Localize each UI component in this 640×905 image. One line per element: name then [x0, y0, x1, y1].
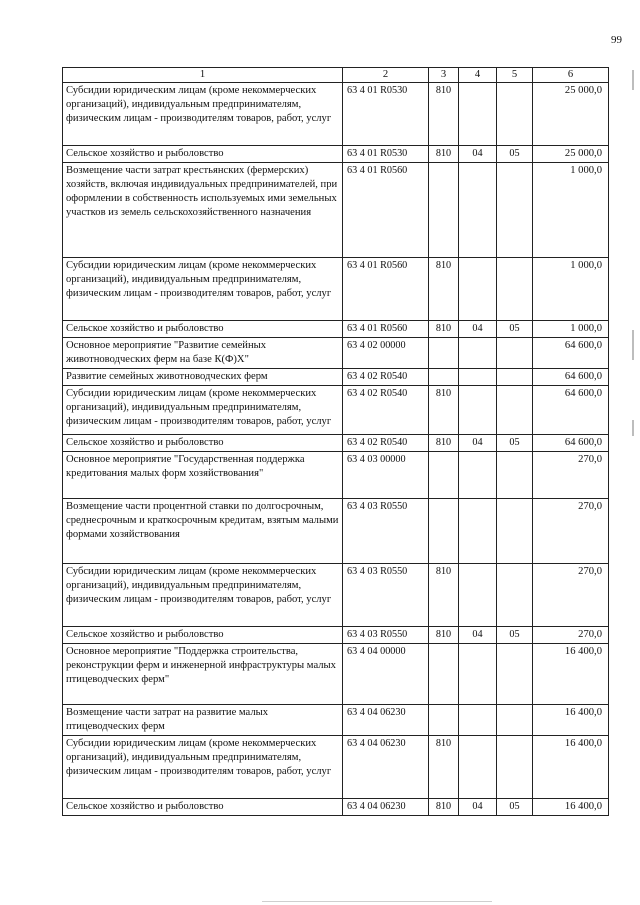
cell-c4 — [459, 499, 497, 564]
cell-code: 63 4 01 R0530 — [343, 83, 429, 146]
table-body — [63, 83, 609, 816]
cell-name: Основное мероприятие "Развитие семейных животноводческих ферм на базе К(Ф)Х" — [63, 338, 343, 369]
cell-amount: 64 600,0 — [533, 435, 609, 452]
margin-mark — [632, 420, 634, 436]
cell-c5 — [497, 705, 533, 736]
cell-code: 63 4 04 06230 — [343, 705, 429, 736]
cell-amount: 1 000,0 — [533, 321, 609, 338]
cell-name: Развитие семейных животноводческих ферм — [63, 369, 343, 386]
cell-amount: 270,0 — [533, 564, 609, 627]
cell-c5 — [497, 338, 533, 369]
cell-c5 — [497, 452, 533, 499]
cell-c5 — [497, 564, 533, 627]
cell-amount: 64 600,0 — [533, 338, 609, 369]
cell-c4 — [459, 452, 497, 499]
budget-table — [62, 67, 609, 816]
table-row — [63, 705, 609, 736]
cell-c3: 810 — [429, 321, 459, 338]
cell-c4 — [459, 163, 497, 258]
cell-amount: 64 600,0 — [533, 386, 609, 435]
budget-table-container — [62, 67, 608, 816]
cell-c3 — [429, 452, 459, 499]
table-row — [63, 146, 609, 163]
cell-amount: 270,0 — [533, 627, 609, 644]
cell-c5 — [497, 386, 533, 435]
cell-code: 63 4 02 R0540 — [343, 435, 429, 452]
cell-c3 — [429, 705, 459, 736]
cell-c4: 04 — [459, 627, 497, 644]
cell-c3: 810 — [429, 627, 459, 644]
cell-amount: 16 400,0 — [533, 799, 609, 816]
cell-c5: 05 — [497, 321, 533, 338]
cell-c3 — [429, 644, 459, 705]
header-col-4: 4 — [459, 68, 497, 83]
cell-c5 — [497, 258, 533, 321]
table-row — [63, 83, 609, 146]
cell-amount: 270,0 — [533, 452, 609, 499]
cell-c5 — [497, 163, 533, 258]
page-number: 99 — [611, 34, 622, 46]
cell-name: Сельское хозяйство и рыболовство — [63, 435, 343, 452]
header-col-3: 3 — [429, 68, 459, 83]
cell-code: 63 4 04 00000 — [343, 644, 429, 705]
table-row — [63, 564, 609, 627]
cell-c3 — [429, 163, 459, 258]
cell-amount: 16 400,0 — [533, 736, 609, 799]
cell-amount: 64 600,0 — [533, 369, 609, 386]
cell-amount: 16 400,0 — [533, 644, 609, 705]
cell-code: 63 4 02 R0540 — [343, 386, 429, 435]
cell-name: Основное мероприятие "Поддержка строительства, реконструкции ферм и инженерной инфраструктуры малых птицеводческих ферм" — [63, 644, 343, 705]
table-row — [63, 435, 609, 452]
table-row — [63, 736, 609, 799]
cell-code: 63 4 01 R0560 — [343, 163, 429, 258]
cell-c3: 810 — [429, 799, 459, 816]
scan-edge-line — [262, 901, 492, 902]
header-col-1: 1 — [63, 68, 343, 83]
cell-amount: 25 000,0 — [533, 83, 609, 146]
cell-c5 — [497, 369, 533, 386]
cell-name: Возмещение части затрат крестьянских (фермерских) хозяйств, включая индивидуальных предпринимателей, при оформлении в собственность используемых ими земельных участков из земель сельскохозяйственного назначения — [63, 163, 343, 258]
cell-code: 63 4 02 R0540 — [343, 369, 429, 386]
cell-amount: 1 000,0 — [533, 258, 609, 321]
cell-c5: 05 — [497, 799, 533, 816]
margin-mark — [632, 330, 634, 360]
cell-c4: 04 — [459, 321, 497, 338]
header-col-6: 6 — [533, 68, 609, 83]
cell-code: 63 4 01 R0560 — [343, 321, 429, 338]
cell-c5 — [497, 644, 533, 705]
cell-c3: 810 — [429, 386, 459, 435]
cell-code: 63 4 03 R0550 — [343, 564, 429, 627]
cell-amount: 16 400,0 — [533, 705, 609, 736]
cell-name: Сельское хозяйство и рыболовство — [63, 321, 343, 338]
cell-c5: 05 — [497, 627, 533, 644]
cell-c5: 05 — [497, 435, 533, 452]
cell-code: 63 4 04 06230 — [343, 736, 429, 799]
cell-name: Основное мероприятие "Государственная поддержка кредитования малых форм хозяйствования" — [63, 452, 343, 499]
cell-c5 — [497, 736, 533, 799]
table-row — [63, 644, 609, 705]
cell-c3 — [429, 499, 459, 564]
cell-c4 — [459, 338, 497, 369]
cell-code: 63 4 03 00000 — [343, 452, 429, 499]
cell-c4: 04 — [459, 146, 497, 163]
cell-code: 63 4 02 00000 — [343, 338, 429, 369]
cell-code: 63 4 03 R0550 — [343, 499, 429, 564]
header-row — [63, 68, 609, 83]
cell-name: Субсидии юридическим лицам (кроме некоммерческих организаций), индивидуальным предпринимателям, физическим лицам - производителям товаров, работ, услуг — [63, 386, 343, 435]
margin-mark — [632, 70, 634, 90]
cell-c5 — [497, 83, 533, 146]
cell-c4 — [459, 386, 497, 435]
cell-amount: 270,0 — [533, 499, 609, 564]
cell-c3 — [429, 338, 459, 369]
cell-name: Субсидии юридическим лицам (кроме некоммерческих организаций), индивидуальным предпринимателям, физическим лицам - производителям товаров, работ, услуг — [63, 564, 343, 627]
cell-code: 63 4 04 06230 — [343, 799, 429, 816]
cell-c3: 810 — [429, 258, 459, 321]
cell-name: Сельское хозяйство и рыболовство — [63, 146, 343, 163]
table-row — [63, 499, 609, 564]
header-col-5: 5 — [497, 68, 533, 83]
cell-c4 — [459, 83, 497, 146]
cell-c4 — [459, 258, 497, 321]
cell-code: 63 4 01 R0530 — [343, 146, 429, 163]
cell-c4: 04 — [459, 435, 497, 452]
cell-name: Возмещение части процентной ставки по долгосрочным, среднесрочным и краткосрочным кредитам, взятым малыми формами хозяйствования — [63, 499, 343, 564]
table-row — [63, 799, 609, 816]
cell-name: Возмещение части затрат на развитие малых птицеводческих ферм — [63, 705, 343, 736]
cell-c3: 810 — [429, 435, 459, 452]
cell-name: Субсидии юридическим лицам (кроме некоммерческих организаций), индивидуальным предпринимателям, физическим лицам - производителям товаров, работ, услуг — [63, 258, 343, 321]
cell-name: Сельское хозяйство и рыболовство — [63, 627, 343, 644]
cell-name: Сельское хозяйство и рыболовство — [63, 799, 343, 816]
cell-c4 — [459, 369, 497, 386]
cell-name: Субсидии юридическим лицам (кроме некоммерческих организаций), индивидуальным предпринимателям, физическим лицам - производителям товаров, работ, услуг — [63, 83, 343, 146]
table-row — [63, 369, 609, 386]
cell-c3 — [429, 369, 459, 386]
cell-c4 — [459, 564, 497, 627]
cell-c5 — [497, 499, 533, 564]
table-row — [63, 338, 609, 369]
cell-name: Субсидии юридическим лицам (кроме некоммерческих организаций), индивидуальным предпринимателям, физическим лицам - производителям товаров, работ, услуг — [63, 736, 343, 799]
cell-c3: 810 — [429, 564, 459, 627]
cell-code: 63 4 01 R0560 — [343, 258, 429, 321]
table-row — [63, 627, 609, 644]
cell-c3: 810 — [429, 736, 459, 799]
table-row — [63, 163, 609, 258]
cell-amount: 25 000,0 — [533, 146, 609, 163]
cell-code: 63 4 03 R0550 — [343, 627, 429, 644]
table-row — [63, 386, 609, 435]
cell-c4 — [459, 644, 497, 705]
cell-c4 — [459, 736, 497, 799]
table-row — [63, 258, 609, 321]
cell-c4 — [459, 705, 497, 736]
table-row — [63, 321, 609, 338]
cell-amount: 1 000,0 — [533, 163, 609, 258]
cell-c3: 810 — [429, 146, 459, 163]
header-col-2: 2 — [343, 68, 429, 83]
cell-c5: 05 — [497, 146, 533, 163]
cell-c3: 810 — [429, 83, 459, 146]
cell-c4: 04 — [459, 799, 497, 816]
table-row — [63, 452, 609, 499]
